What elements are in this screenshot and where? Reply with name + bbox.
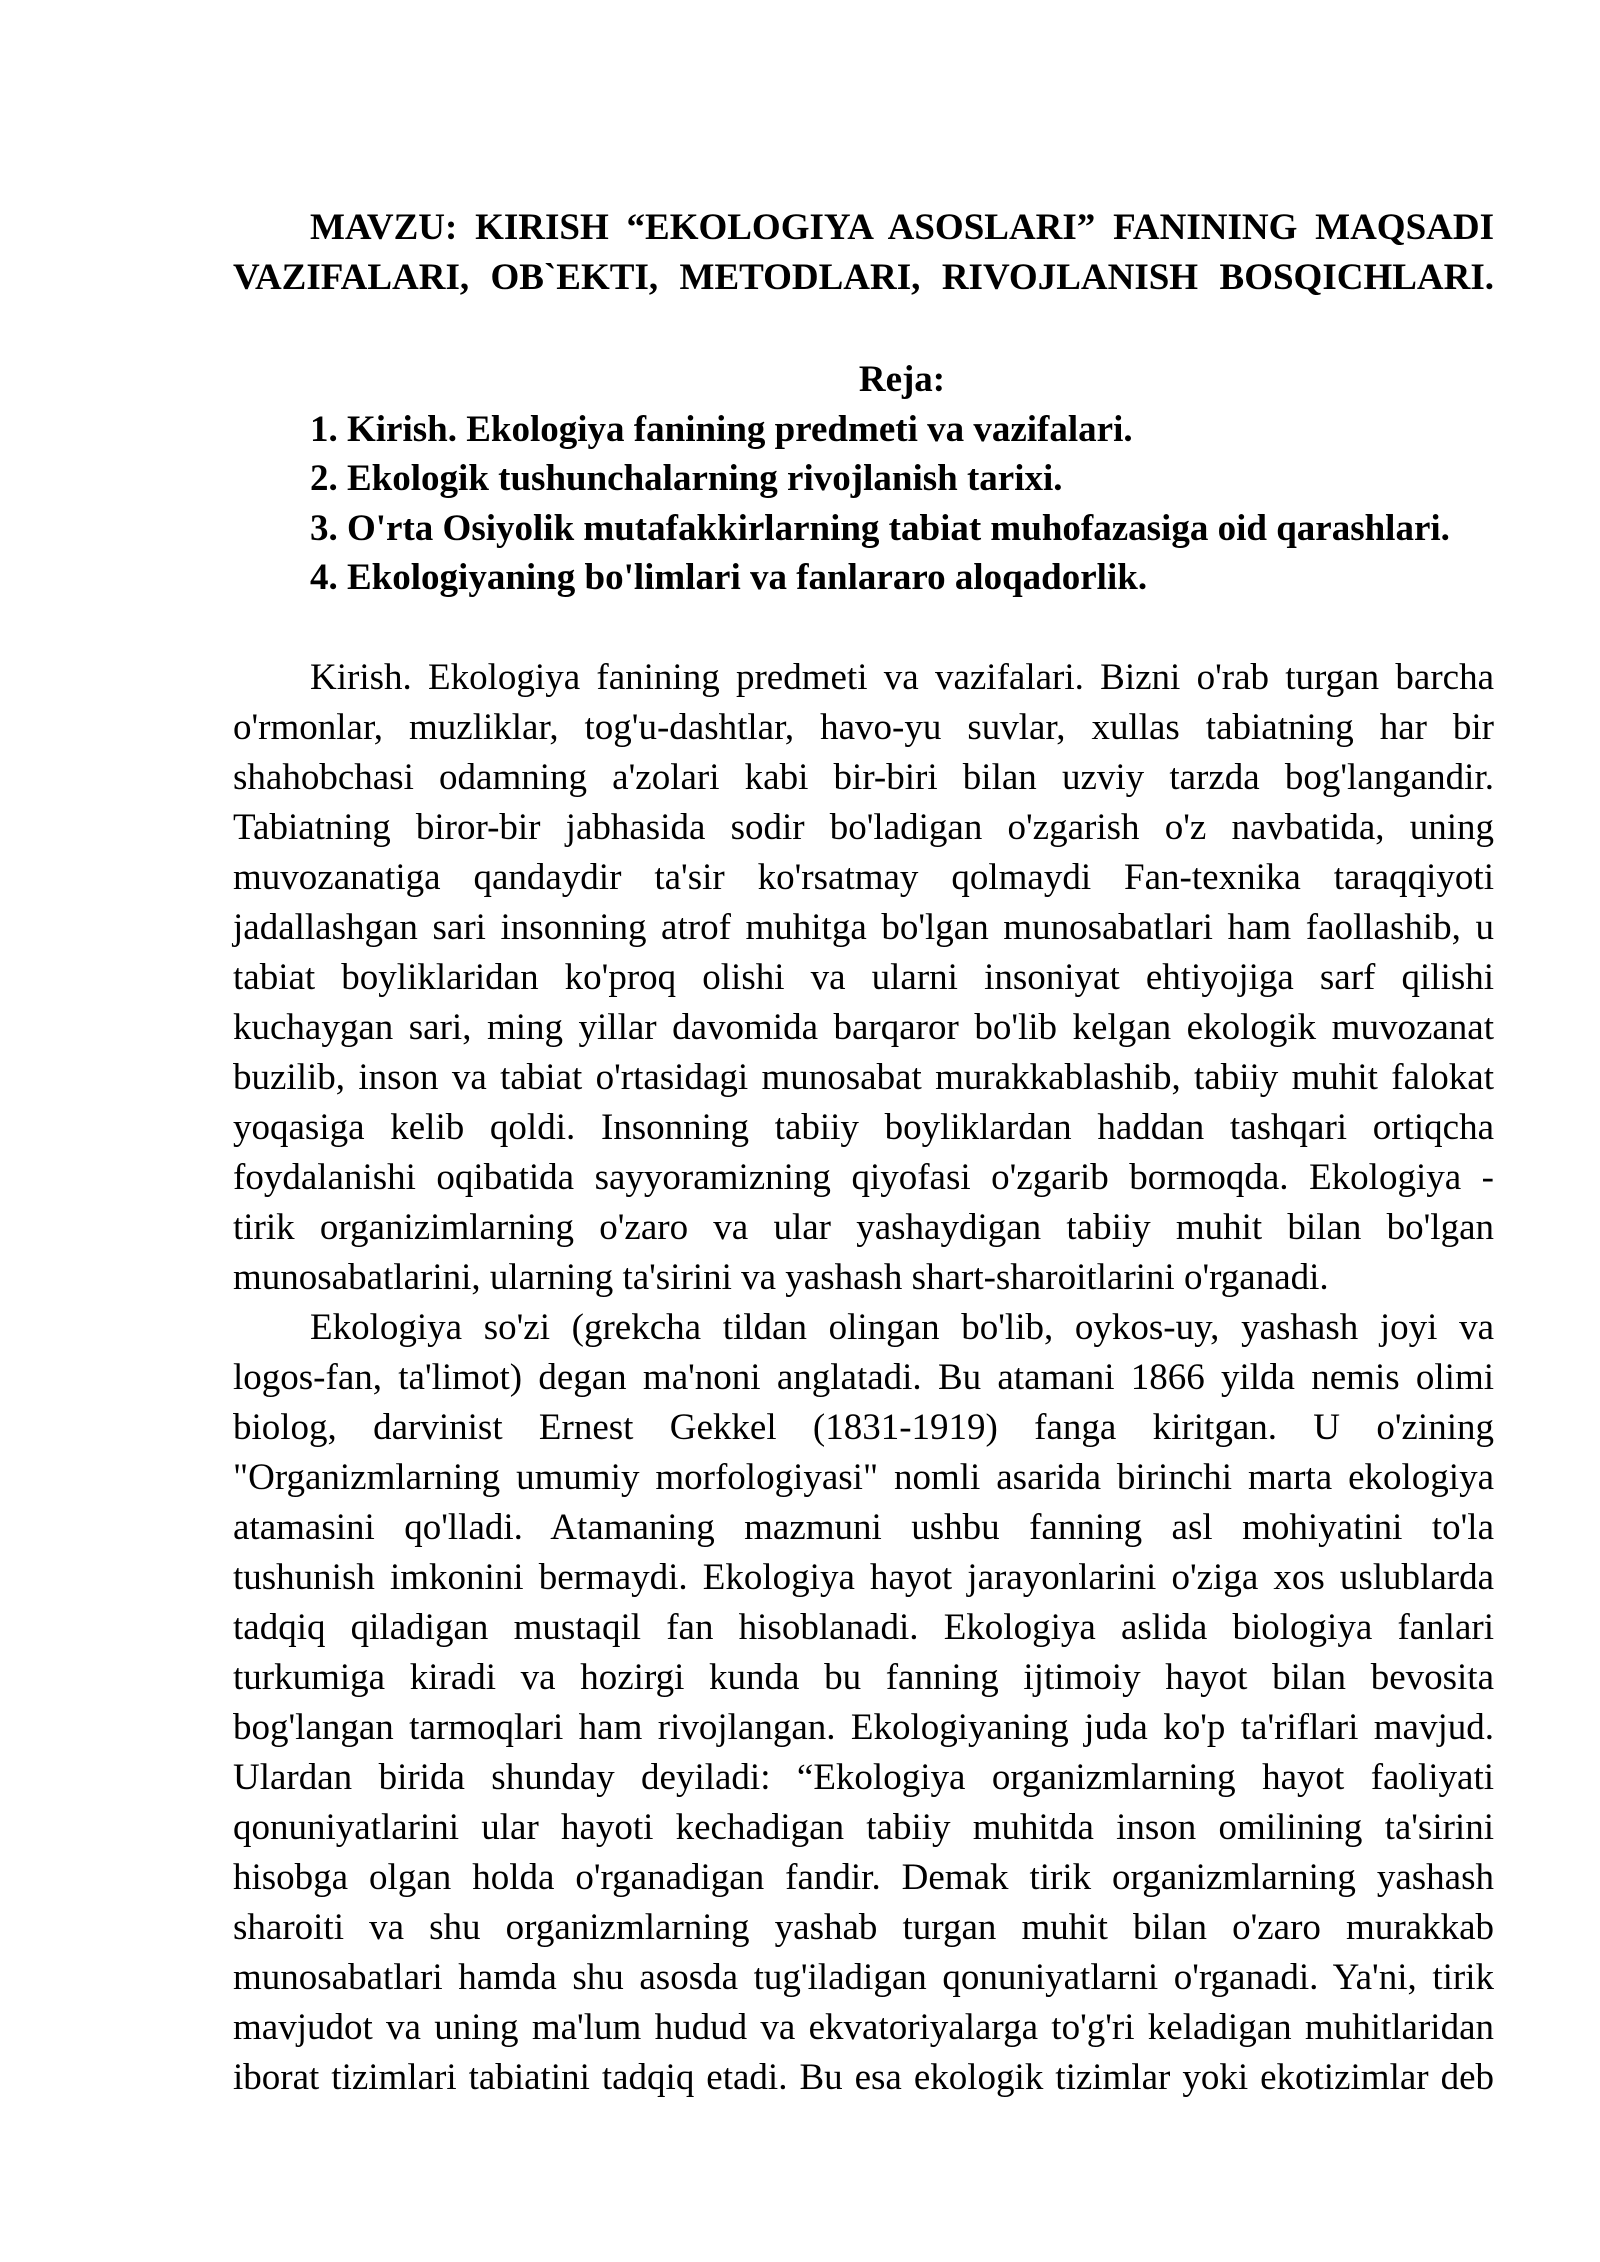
- paragraph-line: sharoiti va shu organizmlarning yashab turgan muhit bilan o'zaro murakkab: [233, 1907, 1494, 1948]
- paragraph-line: Tabiatning biror-bir jabhasida sodir bo'ladigan o'zgarish o'z navbatida, uning: [233, 807, 1494, 848]
- paragraph-line: foydalanishi oqibatida sayyoramizning qiyofasi o'zgarib bormoqda. Ekologiya -: [233, 1157, 1494, 1198]
- paragraph-line: iborat tizimlari tabiatini tadqiq etadi. Bu esa ekologik tizimlar yoki ekotizimlar deb: [233, 2057, 1494, 2098]
- paragraph-line: qonuniyatlarini ular hayoti kechadigan tabiiy muhitda inson omilining ta'sirini: [233, 1807, 1494, 1848]
- body-text: [233, 653, 1494, 2103]
- paragraph-line: munosabatlarini, ularning ta'sirini va yashash shart-sharoitlarini o'rganadi.: [233, 1257, 1329, 1298]
- paragraph-introduction: [233, 653, 1494, 1303]
- paragraph-line: bog'langan tarmoqlari ham rivojlangan. Ekologiyaning juda ko'p ta'riflari mavjud.: [233, 1707, 1494, 1748]
- paragraph-line: yoqasiga kelib qoldi. Insonning tabiiy boyliklardan haddan tashqari ortiqcha: [233, 1107, 1494, 1148]
- paragraph-line: tirik organizimlarning o'zaro va ular yashaydigan tabiiy muhit bilan bo'lgan: [233, 1207, 1494, 1248]
- paragraph-line: hisobga olgan holda o'rganadigan fandir. Demak tirik organizmlarning yashash: [233, 1857, 1494, 1898]
- paragraph-ecology-term: [233, 1303, 1494, 2103]
- document-title: [233, 203, 1494, 303]
- paragraph-line: tushunish imkonini bermaydi. Ekologiya hayot jarayonlarini o'ziga xos uslublarda: [233, 1557, 1494, 1598]
- paragraph-line: biolog, darvinist Ernest Gekkel (1831-1919) fanga kiritgan. U o'zining: [233, 1407, 1494, 1448]
- plan-item: 2. Ekologik tushunchalarning rivojlanish tarixi.: [310, 458, 1063, 499]
- paragraph-line: buzilib, inson va tabiat o'rtasidagi munosabat murakkablashib, tabiiy muhit falokat: [233, 1057, 1494, 1098]
- plan-item: 4. Ekologiyaning bo'limlari va fanlararo aloqadorlik.: [310, 557, 1148, 598]
- paragraph-line: tadqiq qiladigan mustaqil fan hisoblanadi. Ekologiya aslida biologiya fanlari: [233, 1607, 1494, 1648]
- paragraph-line: Ekologiya so'zi (grekcha tildan olingan bo'lib, oykos-uy, yashash joyi va: [310, 1307, 1494, 1348]
- paragraph-line: o'rmonlar, muzliklar, tog'u-dashtlar, havo-yu suvlar, xullas tabiatning har bir: [233, 707, 1494, 748]
- paragraph-line: munosabatlari hamda shu asosda tug'iladigan qonuniyatlarni o'rganadi. Ya'ni, tirik: [233, 1957, 1494, 1998]
- paragraph-line: atamasini qo'lladi. Atamaning mazmuni ushbu fanning asl mohiyatini to'la: [233, 1507, 1494, 1548]
- plan-heading: Reja:: [858, 359, 946, 400]
- title-line: VAZIFALARI, OB`EKTI, METODLARI, RIVOJLANISH BOSQICHLARI.: [233, 257, 1494, 298]
- paragraph-line: logos-fan, ta'limot) degan ma'noni anglatadi. Bu atamani 1866 yilda nemis olimi: [233, 1357, 1494, 1398]
- paragraph-line: muvozanatiga qandaydir ta'sir ko'rsatmay qolmaydi Fan-texnika taraqqiyoti: [233, 857, 1494, 898]
- plan-item: 1. Kirish. Ekologiya fanining predmeti va vazifalari.: [310, 408, 1133, 450]
- paragraph-line: shahobchasi odamning a'zolari kabi bir-biri bilan uzviy tarzda bog'langandir.: [233, 757, 1494, 798]
- paragraph-line: "Organizmlarning umumiy morfologiyasi" nomli asarida birinchi marta ekologiya: [233, 1457, 1494, 1498]
- paragraph-line: turkumiga kiradi va hozirgi kunda bu fanning ijtimoiy hayot bilan bevosita: [233, 1657, 1494, 1698]
- paragraph-line: Ulardan birida shunday deyiladi: “Ekologiya organizmlarning hayot faoliyati: [233, 1757, 1494, 1798]
- paragraph-line: mavjudot va uning ma'lum hudud va ekvatoriyalarga to'g'ri keladigan muhitlaridan: [233, 2007, 1494, 2048]
- paragraph-line: jadallashgan sari insonning atrof muhitga bo'lgan munosabatlari ham faollashib, u: [233, 907, 1494, 948]
- paragraph-line: kuchaygan sari, ming yillar davomida barqaror bo'lib kelgan ekologik muvozanat: [233, 1007, 1494, 1048]
- plan-item: 3. O'rta Osiyolik mutafakkirlarning tabiat muhofazasiga oid qarashlari.: [310, 507, 1450, 549]
- plan-section: [233, 355, 1494, 603]
- title-line: MAVZU: KIRISH “EKOLOGIYA ASOSLARI” FANINING MAQSADI: [310, 207, 1494, 248]
- plan-list: [233, 405, 1494, 603]
- paragraph-line: Kirish. Ekologiya fanining predmeti va vazifalari. Bizni o'rab turgan barcha: [310, 657, 1494, 698]
- paragraph-line: tabiat boyliklaridan ko'proq olishi va ularni insoniyat ehtiyojiga sarf qilishi: [233, 957, 1494, 998]
